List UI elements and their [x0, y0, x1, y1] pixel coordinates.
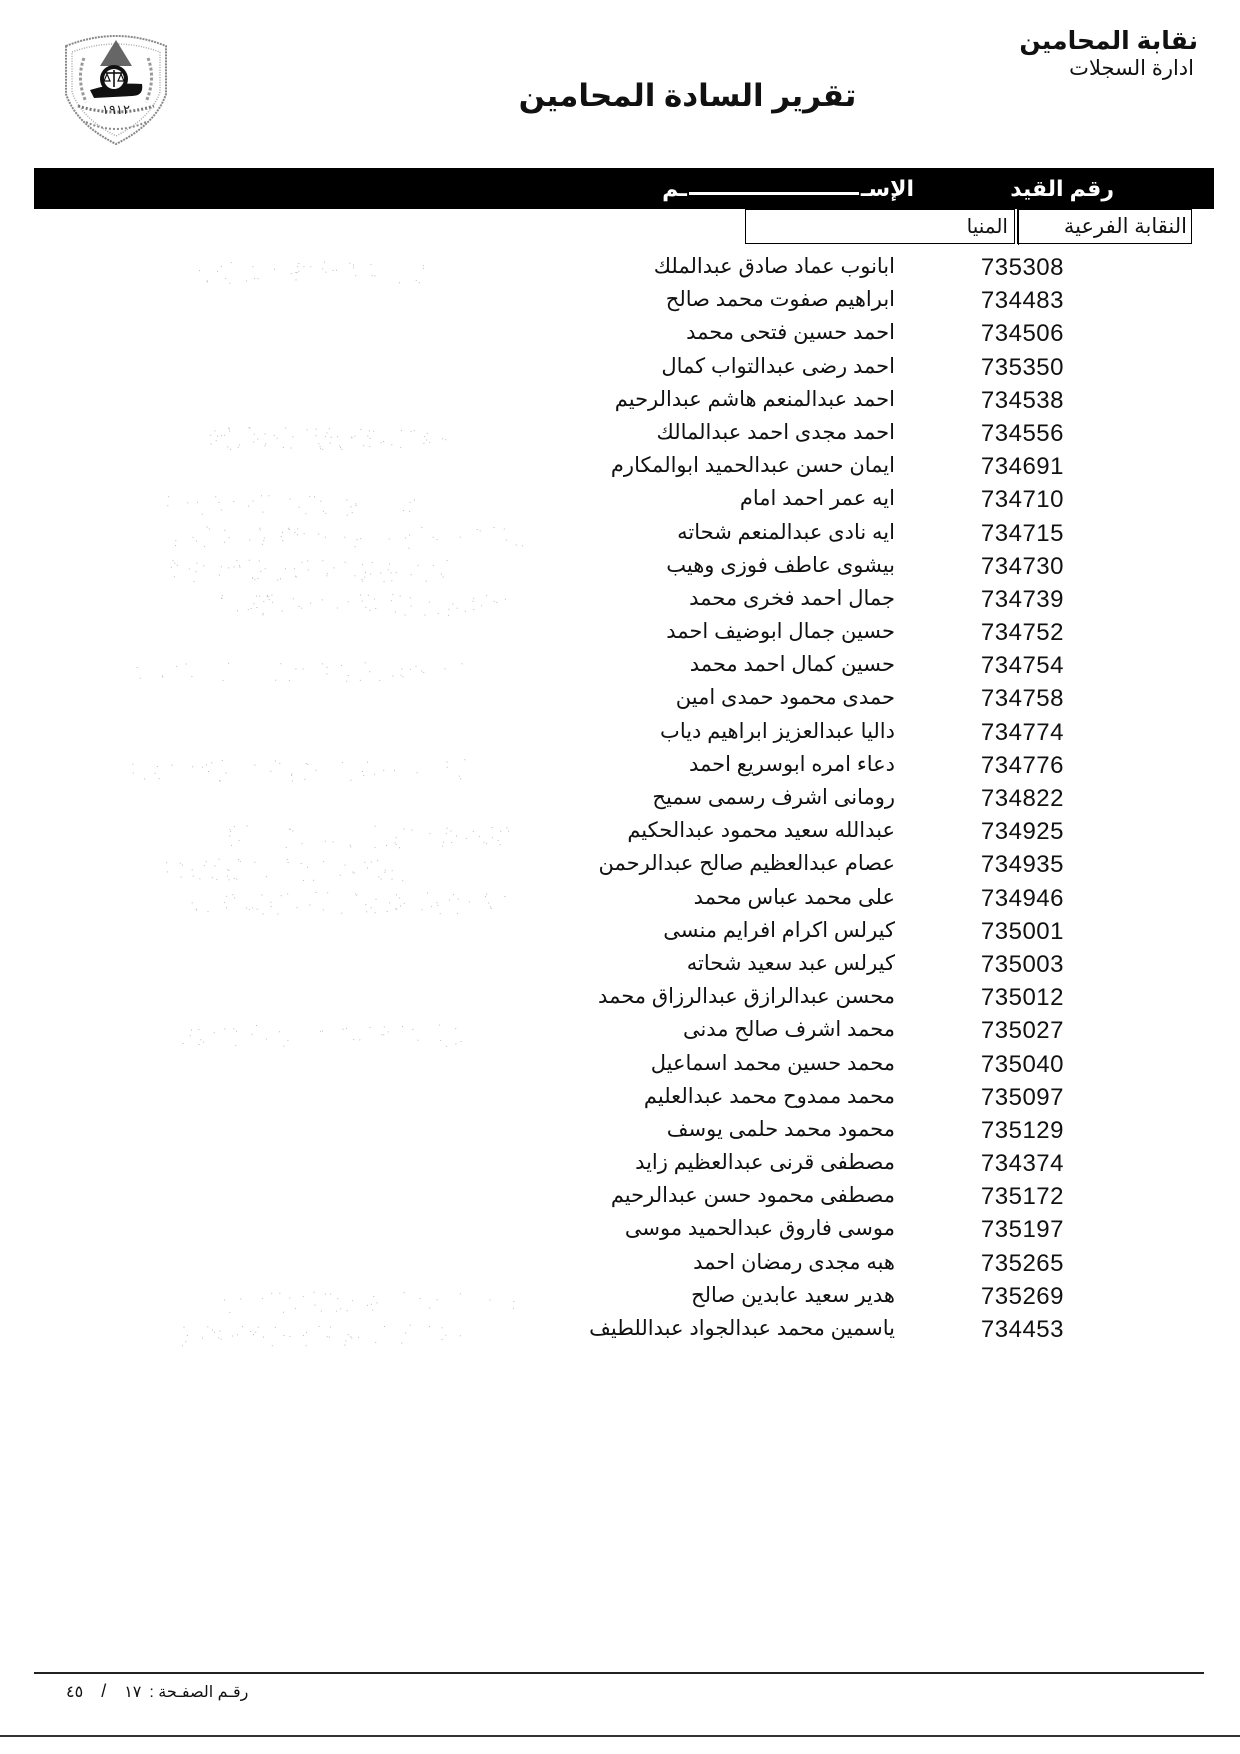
- registration-number: 734739: [980, 585, 1064, 613]
- footer-divider-bottom: [0, 1735, 1240, 1737]
- lawyer-name: مصطفى قرنى عبدالعظيم زايد: [635, 1151, 895, 1175]
- lawyer-name: حسين كمال احمد محمد: [689, 653, 895, 677]
- lawyer-name: كيرلس عبد سعيد شحاته: [686, 951, 895, 975]
- column-header-name-prefix: الإسـ: [860, 176, 914, 201]
- organization-header: [1019, 26, 1198, 82]
- registration-number: 735172: [980, 1183, 1064, 1211]
- footer-divider-top: [34, 1672, 1204, 1674]
- registration-number: 735001: [980, 917, 1064, 945]
- table-row: [0, 418, 1240, 451]
- table-row: [0, 717, 1240, 750]
- registration-number: 735040: [980, 1050, 1064, 1078]
- registration-number: 735012: [980, 984, 1064, 1012]
- organization-name: نقابة المحامين: [1019, 27, 1198, 55]
- table-row: [0, 849, 1240, 882]
- table-row: [0, 617, 1240, 650]
- lawyer-name: محمد ممدوح محمد عبدالعليم: [643, 1084, 895, 1108]
- registration-number: 734691: [980, 453, 1064, 481]
- lawyer-name: حمدى محمود حمدى امين: [675, 686, 895, 710]
- column-header-name-suffix: ـم: [662, 176, 687, 201]
- table-row: [0, 1049, 1240, 1082]
- branch-row: [744, 209, 1192, 246]
- lawyer-name: احمد رضى عبدالتواب كمال: [661, 354, 895, 378]
- lawyer-name: موسى فاروق عبدالحميد موسى: [624, 1217, 895, 1241]
- lawyer-name: حسين جمال ابوضيف احمد: [666, 620, 895, 644]
- table-row: [0, 1082, 1240, 1115]
- lawyer-name: احمد حسين فتحى محمد: [686, 321, 895, 345]
- table-row: [0, 1115, 1240, 1148]
- table-row: [0, 352, 1240, 385]
- registration-number: 734453: [980, 1316, 1064, 1343]
- registration-number: 734730: [980, 552, 1064, 580]
- registration-number: 735003: [980, 950, 1064, 978]
- registration-number: 734758: [980, 685, 1064, 713]
- lawyer-name: ايمان حسن عبدالحميد ابوالمكارم: [610, 454, 895, 478]
- page-label: رقـم الصفـحة :: [149, 1684, 249, 1701]
- lawyer-name: ايه عمر احمد امام: [739, 487, 895, 511]
- lawyer-name: مصطفى محمود حسن عبدالرحيم: [610, 1184, 895, 1208]
- table-row: [0, 982, 1240, 1015]
- registration-number: 735197: [980, 1216, 1064, 1244]
- lawyer-name: هبه مجدى رمضان احمد: [693, 1250, 895, 1274]
- table-row: [0, 816, 1240, 849]
- table-row: [0, 1248, 1240, 1281]
- lawyer-name: كيرلس اكرام افرايم منسى: [663, 918, 895, 942]
- registration-number: 735027: [980, 1017, 1064, 1045]
- registration-number: 734946: [980, 884, 1064, 912]
- svg-text:١٩١٢: ١٩١٢: [102, 103, 130, 118]
- department-name: ادارة السجلات: [1069, 57, 1194, 80]
- lawyer-name: دعاء امره ابوسريع احمد: [688, 752, 895, 776]
- table-row: [0, 1148, 1240, 1181]
- registration-number: 734822: [980, 785, 1064, 812]
- page-number: [66, 1681, 248, 1702]
- lawyer-name: ياسمين محمد عبدالجواد عبداللطيف: [589, 1317, 895, 1340]
- lawyer-name: احمد عبدالمنعم هاشم عبدالرحيم: [614, 387, 895, 411]
- report-title: تقرير السادة المحامين: [518, 78, 857, 113]
- current-page: ١٧: [124, 1684, 142, 1701]
- table-row: [0, 551, 1240, 584]
- registration-number: 734710: [980, 486, 1064, 514]
- registration-number: 735097: [980, 1083, 1064, 1111]
- table-row: [0, 318, 1240, 351]
- registration-number: 735350: [980, 353, 1064, 381]
- table-row: [0, 916, 1240, 949]
- table-row: [0, 385, 1240, 418]
- registration-number: 735129: [980, 1116, 1064, 1144]
- total-pages: ٤٥: [66, 1684, 84, 1701]
- branch-value: المنيا: [745, 209, 1015, 244]
- table-row: [0, 1314, 1240, 1347]
- column-header-name: [662, 176, 914, 202]
- registration-number: 735269: [980, 1282, 1064, 1310]
- table-row: [0, 484, 1240, 517]
- table-row: [0, 451, 1240, 484]
- registration-number: 734752: [980, 619, 1064, 647]
- lawyer-name: محمد اشرف صالح مدنى: [682, 1018, 895, 1042]
- table-row: [0, 883, 1240, 916]
- lawyer-name: ايه نادى عبدالمنعم شحاته: [677, 520, 895, 544]
- branch-label: النقابة الفرعية: [1017, 209, 1192, 244]
- registration-number: 734925: [980, 818, 1064, 846]
- registration-number: 734506: [980, 320, 1064, 348]
- lawyer-name: ابراهيم صفوت محمد صالح: [665, 288, 895, 312]
- lawyer-name: على محمد عباس محمد: [693, 885, 895, 909]
- registration-number: 734715: [980, 519, 1064, 547]
- table-row: [0, 1214, 1240, 1247]
- column-header-registration-number: رقم القيد: [1010, 176, 1114, 201]
- lawyer-name: محسن عبدالرازق عبدالرزاق محمد: [598, 985, 895, 1009]
- kashida-stretch: [689, 192, 859, 195]
- registration-number: 735308: [980, 254, 1064, 281]
- registration-number: 734774: [980, 718, 1064, 746]
- table-row: [0, 949, 1240, 982]
- lawyer-name: محمود محمد حلمى يوسف: [666, 1117, 895, 1141]
- registration-number: 734556: [980, 419, 1064, 447]
- table-row: [0, 584, 1240, 617]
- table-row: [0, 252, 1240, 285]
- registration-number: 734483: [980, 287, 1064, 315]
- lawyer-name: هدير سعيد عابدين صالح: [691, 1283, 895, 1307]
- table-row: [0, 683, 1240, 716]
- table-row: [0, 285, 1240, 318]
- lawyer-name: ابانوب عماد صادق عبدالملك: [653, 255, 895, 278]
- lawyer-name: عبدالله سعيد محمود عبدالحكيم: [627, 819, 895, 843]
- registration-number: 734538: [980, 386, 1064, 414]
- registration-number: 734374: [980, 1150, 1064, 1178]
- table-row: [0, 783, 1240, 816]
- registration-number: 735265: [980, 1249, 1064, 1277]
- table-row: [0, 518, 1240, 551]
- lawyer-name: داليا عبدالعزيز ابراهيم دياب: [660, 719, 895, 743]
- lawyer-name: بيشوى عاطف فوزى وهيب: [666, 553, 895, 577]
- table-row: [0, 1281, 1240, 1314]
- table-row: [0, 750, 1240, 783]
- table-row: [0, 1015, 1240, 1048]
- table-row: [0, 1181, 1240, 1214]
- registration-number: 734935: [980, 851, 1064, 879]
- lawyer-name: جمال احمد فخرى محمد: [689, 586, 895, 610]
- table-header-bar: [34, 168, 1214, 209]
- lawyer-name: محمد حسين محمد اسماعيل: [650, 1051, 895, 1075]
- registration-number: 734776: [980, 751, 1064, 779]
- lawyers-list: [0, 252, 1240, 1347]
- table-row: [0, 650, 1240, 683]
- lawyer-name: احمد مجدى احمد عبدالمالك: [656, 420, 895, 444]
- lawyer-name: رومانى اشرف رسمى سميح: [652, 786, 895, 809]
- lawyer-name: عصام عبدالعظيم صالح عبدالرحمن: [598, 852, 895, 876]
- registration-number: 734754: [980, 652, 1064, 680]
- page-separator: /: [101, 1681, 107, 1701]
